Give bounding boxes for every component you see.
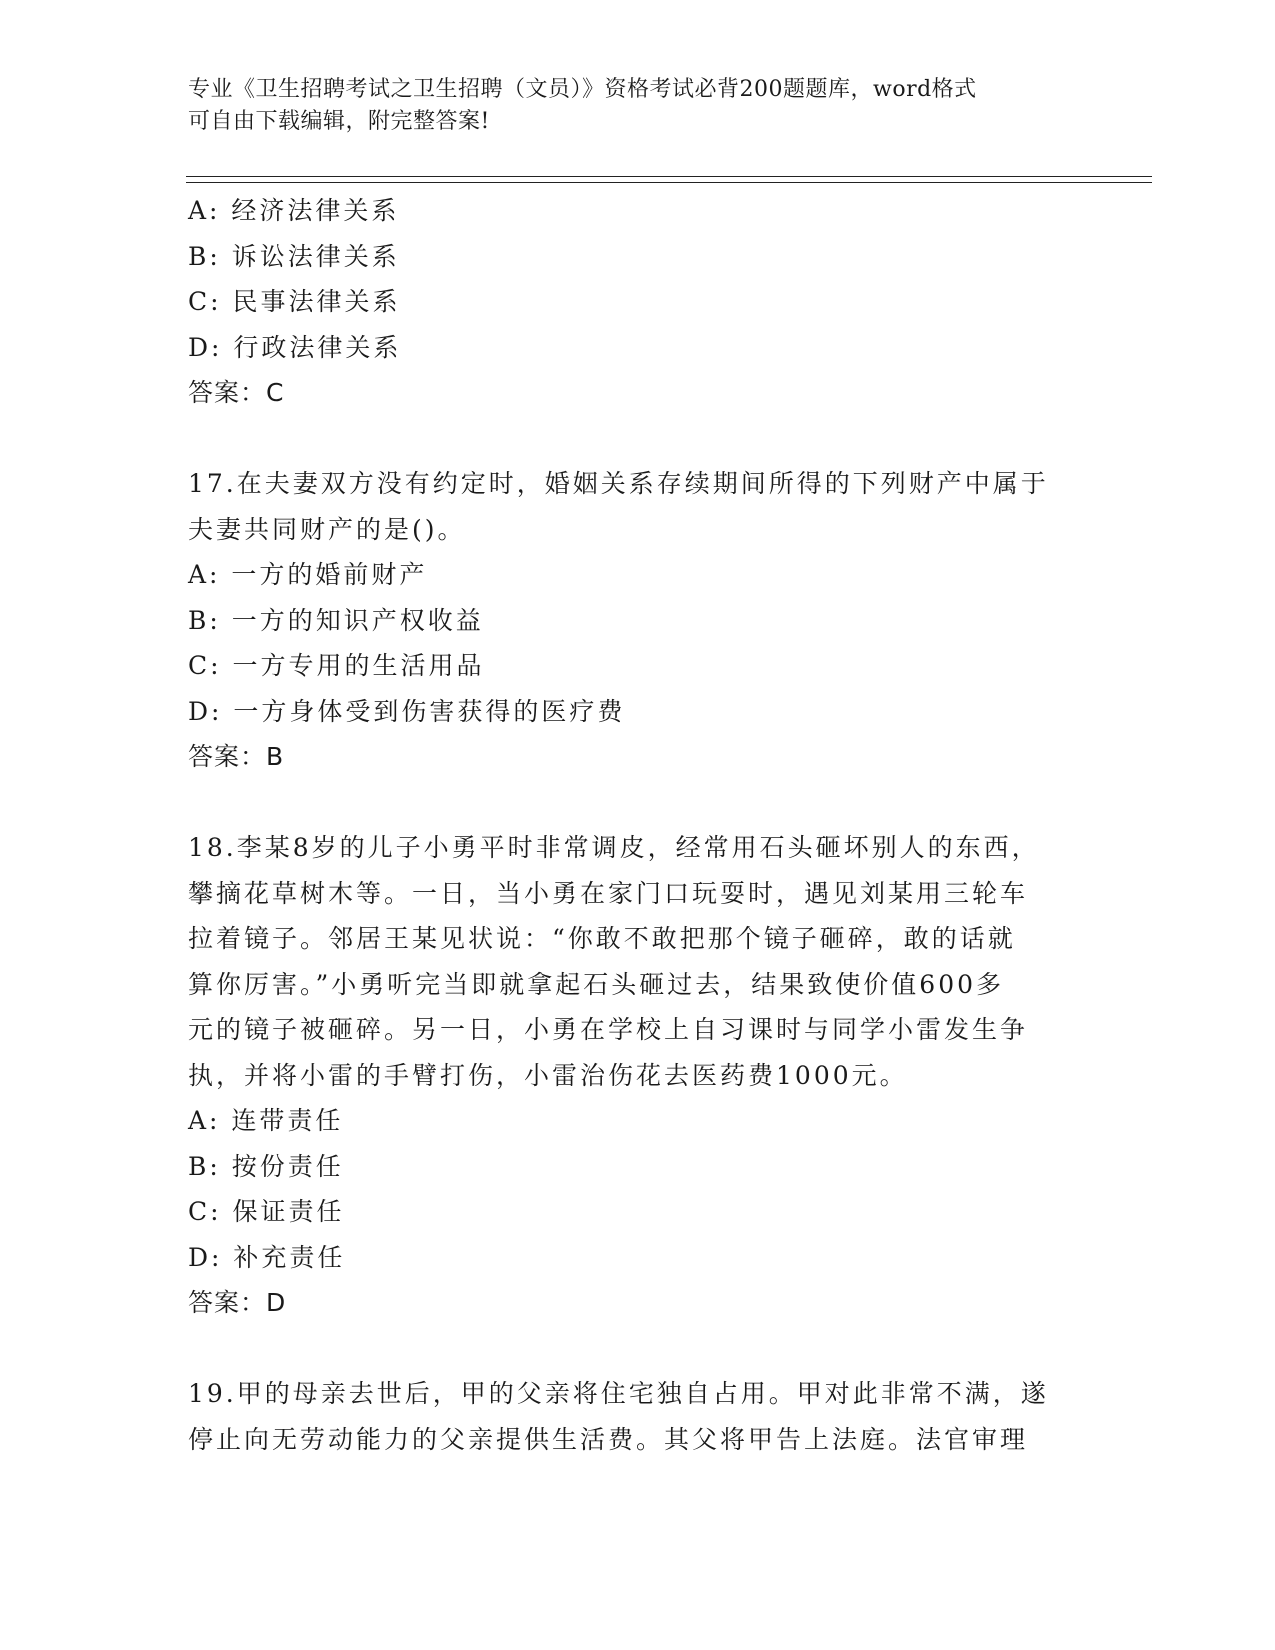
header-rule-top xyxy=(186,176,1152,177)
question-list xyxy=(188,188,1088,1462)
option-b: B: 诉讼法律关系 xyxy=(188,241,400,271)
header-line-2: 可自由下载编辑，附完整答案! xyxy=(188,109,490,134)
question-text-line: 18.李某8岁的儿子小勇平时非常调皮，经常用石头砸坏别人的东西， xyxy=(188,833,1040,862)
question-text-line: 19.甲的母亲去世后，甲的父亲将住宅独自占用。甲对此非常不满，遂 xyxy=(188,1379,1049,1408)
question-text-line: 夫妻共同财产的是()。 xyxy=(188,514,466,544)
question-text-line: 执，并将小雷的手臂打伤，小雷治伤花去医药费1000元。 xyxy=(188,1060,908,1090)
question-18 xyxy=(188,825,1088,1326)
option-a: A: 连带责任 xyxy=(188,1106,344,1135)
question-17 xyxy=(188,461,1088,780)
question-text-line: 算你厉害。”小勇听完当即就拿起石头砸过去，结果致使价值600多 xyxy=(188,969,1005,999)
question-text-line: 攀摘花草树木等。一日，当小勇在家门口玩耍时，遇见刘某用三轮车 xyxy=(188,878,1029,908)
option-b: B: 一方的知识产权收益 xyxy=(188,605,484,635)
question-text-line: 元的镜子被砸碎。另一日，小勇在学校上自习课时与同学小雷发生争 xyxy=(188,1015,1029,1044)
option-d: D: 补充责任 xyxy=(188,1242,346,1272)
document-header xyxy=(188,74,1068,138)
header-rule-bottom xyxy=(186,182,1152,183)
header-line-1: 专业《卫生招聘考试之卫生招聘（文员）》资格考试必背200题题库，word格式 xyxy=(188,77,977,102)
answer: 答案：C xyxy=(188,378,285,407)
option-c: C: 一方专用的生活用品 xyxy=(188,651,485,680)
question-text-line: 拉着镜子。邻居王某见状说：“你敢不敢把那个镜子砸碎，敢的话就 xyxy=(188,924,1016,953)
question-text-line: 停止向无劳动能力的父亲提供生活费。其父将甲告上法庭。法官审理 xyxy=(188,1424,1029,1454)
option-b: B: 按份责任 xyxy=(188,1151,344,1181)
option-a: A: 一方的婚前财产 xyxy=(188,560,428,589)
question-text-line: 17.在夫妻双方没有约定时，婚姻关系存续期间所得的下列财产中属于 xyxy=(188,469,1049,498)
spacer xyxy=(188,780,1088,826)
answer: 答案：D xyxy=(188,1288,287,1317)
spacer xyxy=(188,1326,1088,1372)
option-a: A: 经济法律关系 xyxy=(188,196,400,225)
question-19 xyxy=(188,1371,1088,1462)
option-d: D: 行政法律关系 xyxy=(188,332,402,362)
option-c: C: 保证责任 xyxy=(188,1197,345,1226)
question-16 xyxy=(188,188,1088,416)
option-c: C: 民事法律关系 xyxy=(188,287,401,316)
answer: 答案：B xyxy=(188,742,285,771)
option-d: D: 一方身体受到伤害获得的医疗费 xyxy=(188,696,626,726)
spacer xyxy=(188,416,1088,462)
